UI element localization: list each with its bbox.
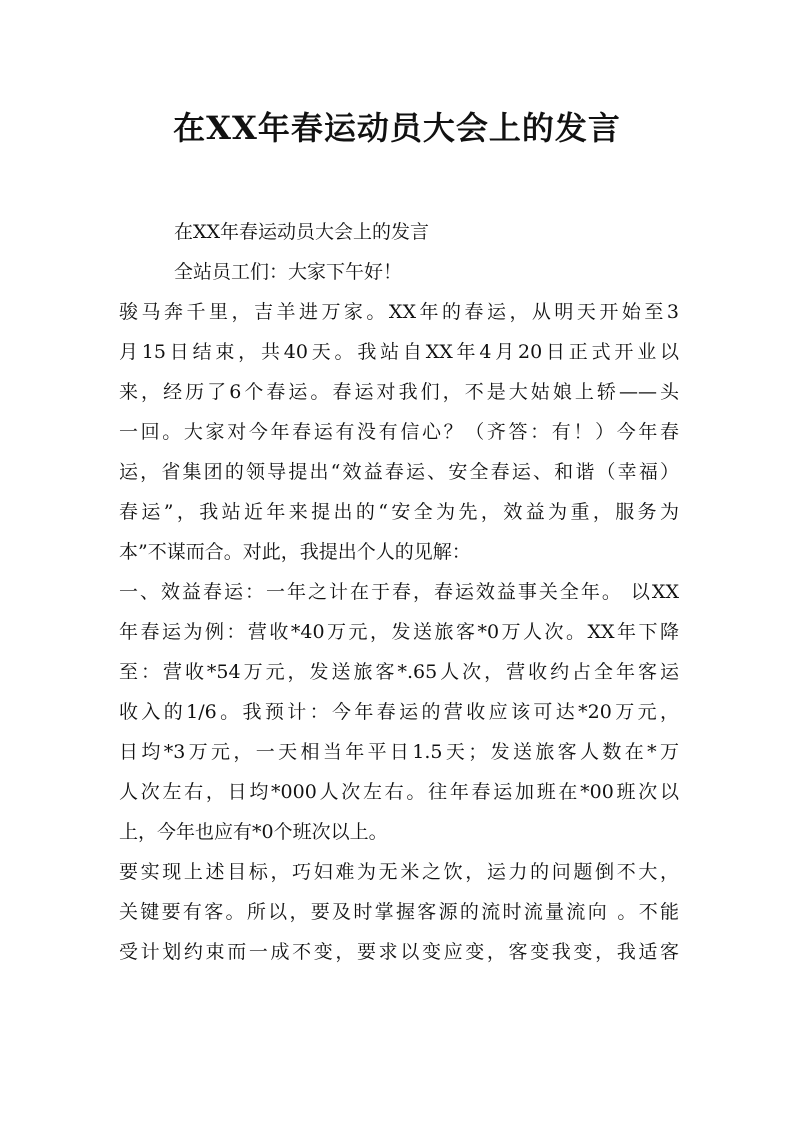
body-line: 一、效益春运：一年之计在于春，春运效益事关全年。 以XX bbox=[119, 581, 679, 603]
body-line: 本”不谋而合。对此，我提出个人的见解： bbox=[119, 541, 471, 563]
body-line: 关键要有客。所以，要及时掌握客源的流时流量流向 。不能 bbox=[119, 901, 679, 923]
body-line: 受计划约束而一成不变，要求以变应变，客变我变，我适客 bbox=[119, 941, 679, 963]
body-line: 要实现上述目标，巧妇难为无米之饮，运力的问题倒不大， bbox=[119, 861, 679, 883]
body-line: 至：营收*54万元，发送旅客*.65人次，营收约占全年客运 bbox=[119, 661, 679, 683]
greeting-line: 全站员工们：大家下午好！ bbox=[174, 261, 403, 283]
body-line: 运，省集团的领导提出“效益春运、安全春运、和谐（幸福） bbox=[119, 461, 679, 483]
body-line: 上，今年也应有*0个班次以上。 bbox=[119, 821, 388, 843]
body-line: 一回。大家对今年春运有没有信心？（齐答：有！）今年春 bbox=[119, 421, 679, 443]
body-line: 人次左右，日均*000人次左右。往年春运加班在*00班次以 bbox=[119, 781, 679, 803]
body-line: 月15日结束，共40天。我站自XX年4月20日正式开业以 bbox=[119, 341, 679, 363]
document-title: 在XX年春运动员大会上的发言 bbox=[173, 109, 621, 147]
body-line: 骏马奔千里，吉羊进万家。XX年的春运，从明天开始至3 bbox=[119, 301, 679, 323]
body-line: 来，经历了6个春运。春运对我们，不是大姑娘上轿——头 bbox=[119, 381, 679, 403]
document-subtitle: 在XX年春运动员大会上的发言 bbox=[174, 221, 430, 243]
body-line: 收入的1/6。我预计：今年春运的营收应该可达*20万元， bbox=[119, 701, 679, 723]
body-line: 年春运为例：营收*40万元，发送旅客*0万人次。XX年下降 bbox=[119, 621, 679, 643]
document-body bbox=[119, 212, 679, 972]
body-line: 春运”，我站近年来提出的“安全为先，效益为重，服务为 bbox=[119, 501, 679, 523]
body-line: 日均*3万元，一天相当年平日1.5天；发送旅客人数在*万 bbox=[119, 741, 679, 763]
